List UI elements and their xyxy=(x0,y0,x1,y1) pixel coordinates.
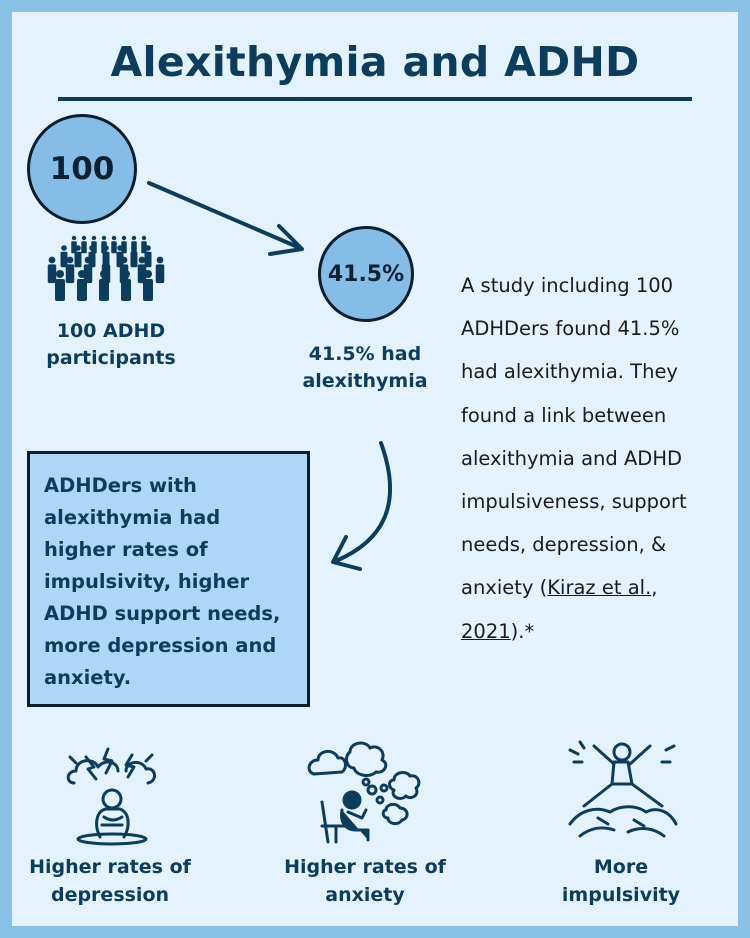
participants-label-line1: 100 ADHD xyxy=(56,320,166,342)
finding-line: more depression and xyxy=(44,634,277,657)
finding-line: alexithymia had xyxy=(44,506,221,529)
summary-line: impulsiveness, support xyxy=(461,490,687,514)
summary-line xyxy=(461,610,743,653)
summary-line xyxy=(461,566,743,609)
citation-year-link[interactable]: 2021 xyxy=(461,619,511,643)
outcome-label-line2: anxiety xyxy=(325,884,405,906)
impulsivity-icon xyxy=(566,740,678,848)
study-summary xyxy=(461,264,743,653)
finding-line: ADHDers with xyxy=(44,474,197,497)
outcome-label-line2: impulsivity xyxy=(561,884,681,906)
finding-text xyxy=(44,470,306,694)
summary-line: had alexithymia. They xyxy=(461,360,678,384)
depression-icon xyxy=(64,745,160,851)
finding-line: impulsivity, higher xyxy=(44,570,250,593)
summary-line: ADHDers found 41.5% xyxy=(461,317,680,341)
summary-line8-suffix: , xyxy=(651,576,658,600)
outcome-impulsivity-label xyxy=(511,853,731,909)
citation-link[interactable]: Kiraz et al. xyxy=(547,576,652,600)
outcome-label-line1: Higher rates of xyxy=(29,856,191,878)
outcome-label-line1: More xyxy=(593,856,649,878)
summary-line8-prefix: anxiety ( xyxy=(461,576,548,600)
finding-line: ADHD support needs, xyxy=(44,602,281,625)
alexithymia-value: 41.5% xyxy=(327,261,405,287)
summary-line: A study including 100 xyxy=(461,274,674,297)
outcome-depression-label xyxy=(0,853,220,909)
summary-line: needs, depression, & xyxy=(461,533,667,557)
summary-line9-suffix: ).* xyxy=(510,619,535,643)
anxiety-icon xyxy=(306,738,426,852)
participants-label-line2: participants xyxy=(46,347,176,369)
outcome-anxiety-label xyxy=(255,853,475,909)
finding-line: higher rates of xyxy=(44,538,208,561)
outcome-label-line1: Higher rates of xyxy=(284,856,446,878)
summary-line: found a link between xyxy=(461,403,667,427)
finding-line: anxiety. xyxy=(44,666,132,689)
alexithymia-label-line1: 41.5% had xyxy=(308,343,422,365)
page-title: Alexithymia and ADHD xyxy=(110,38,640,86)
outcome-label-line2: depression xyxy=(50,884,170,906)
finding-box xyxy=(27,451,310,707)
participants-value: 100 xyxy=(49,151,115,187)
summary-line: alexithymia and ADHD xyxy=(461,446,683,470)
alexithymia-label-line2: alexithymia xyxy=(302,370,428,392)
